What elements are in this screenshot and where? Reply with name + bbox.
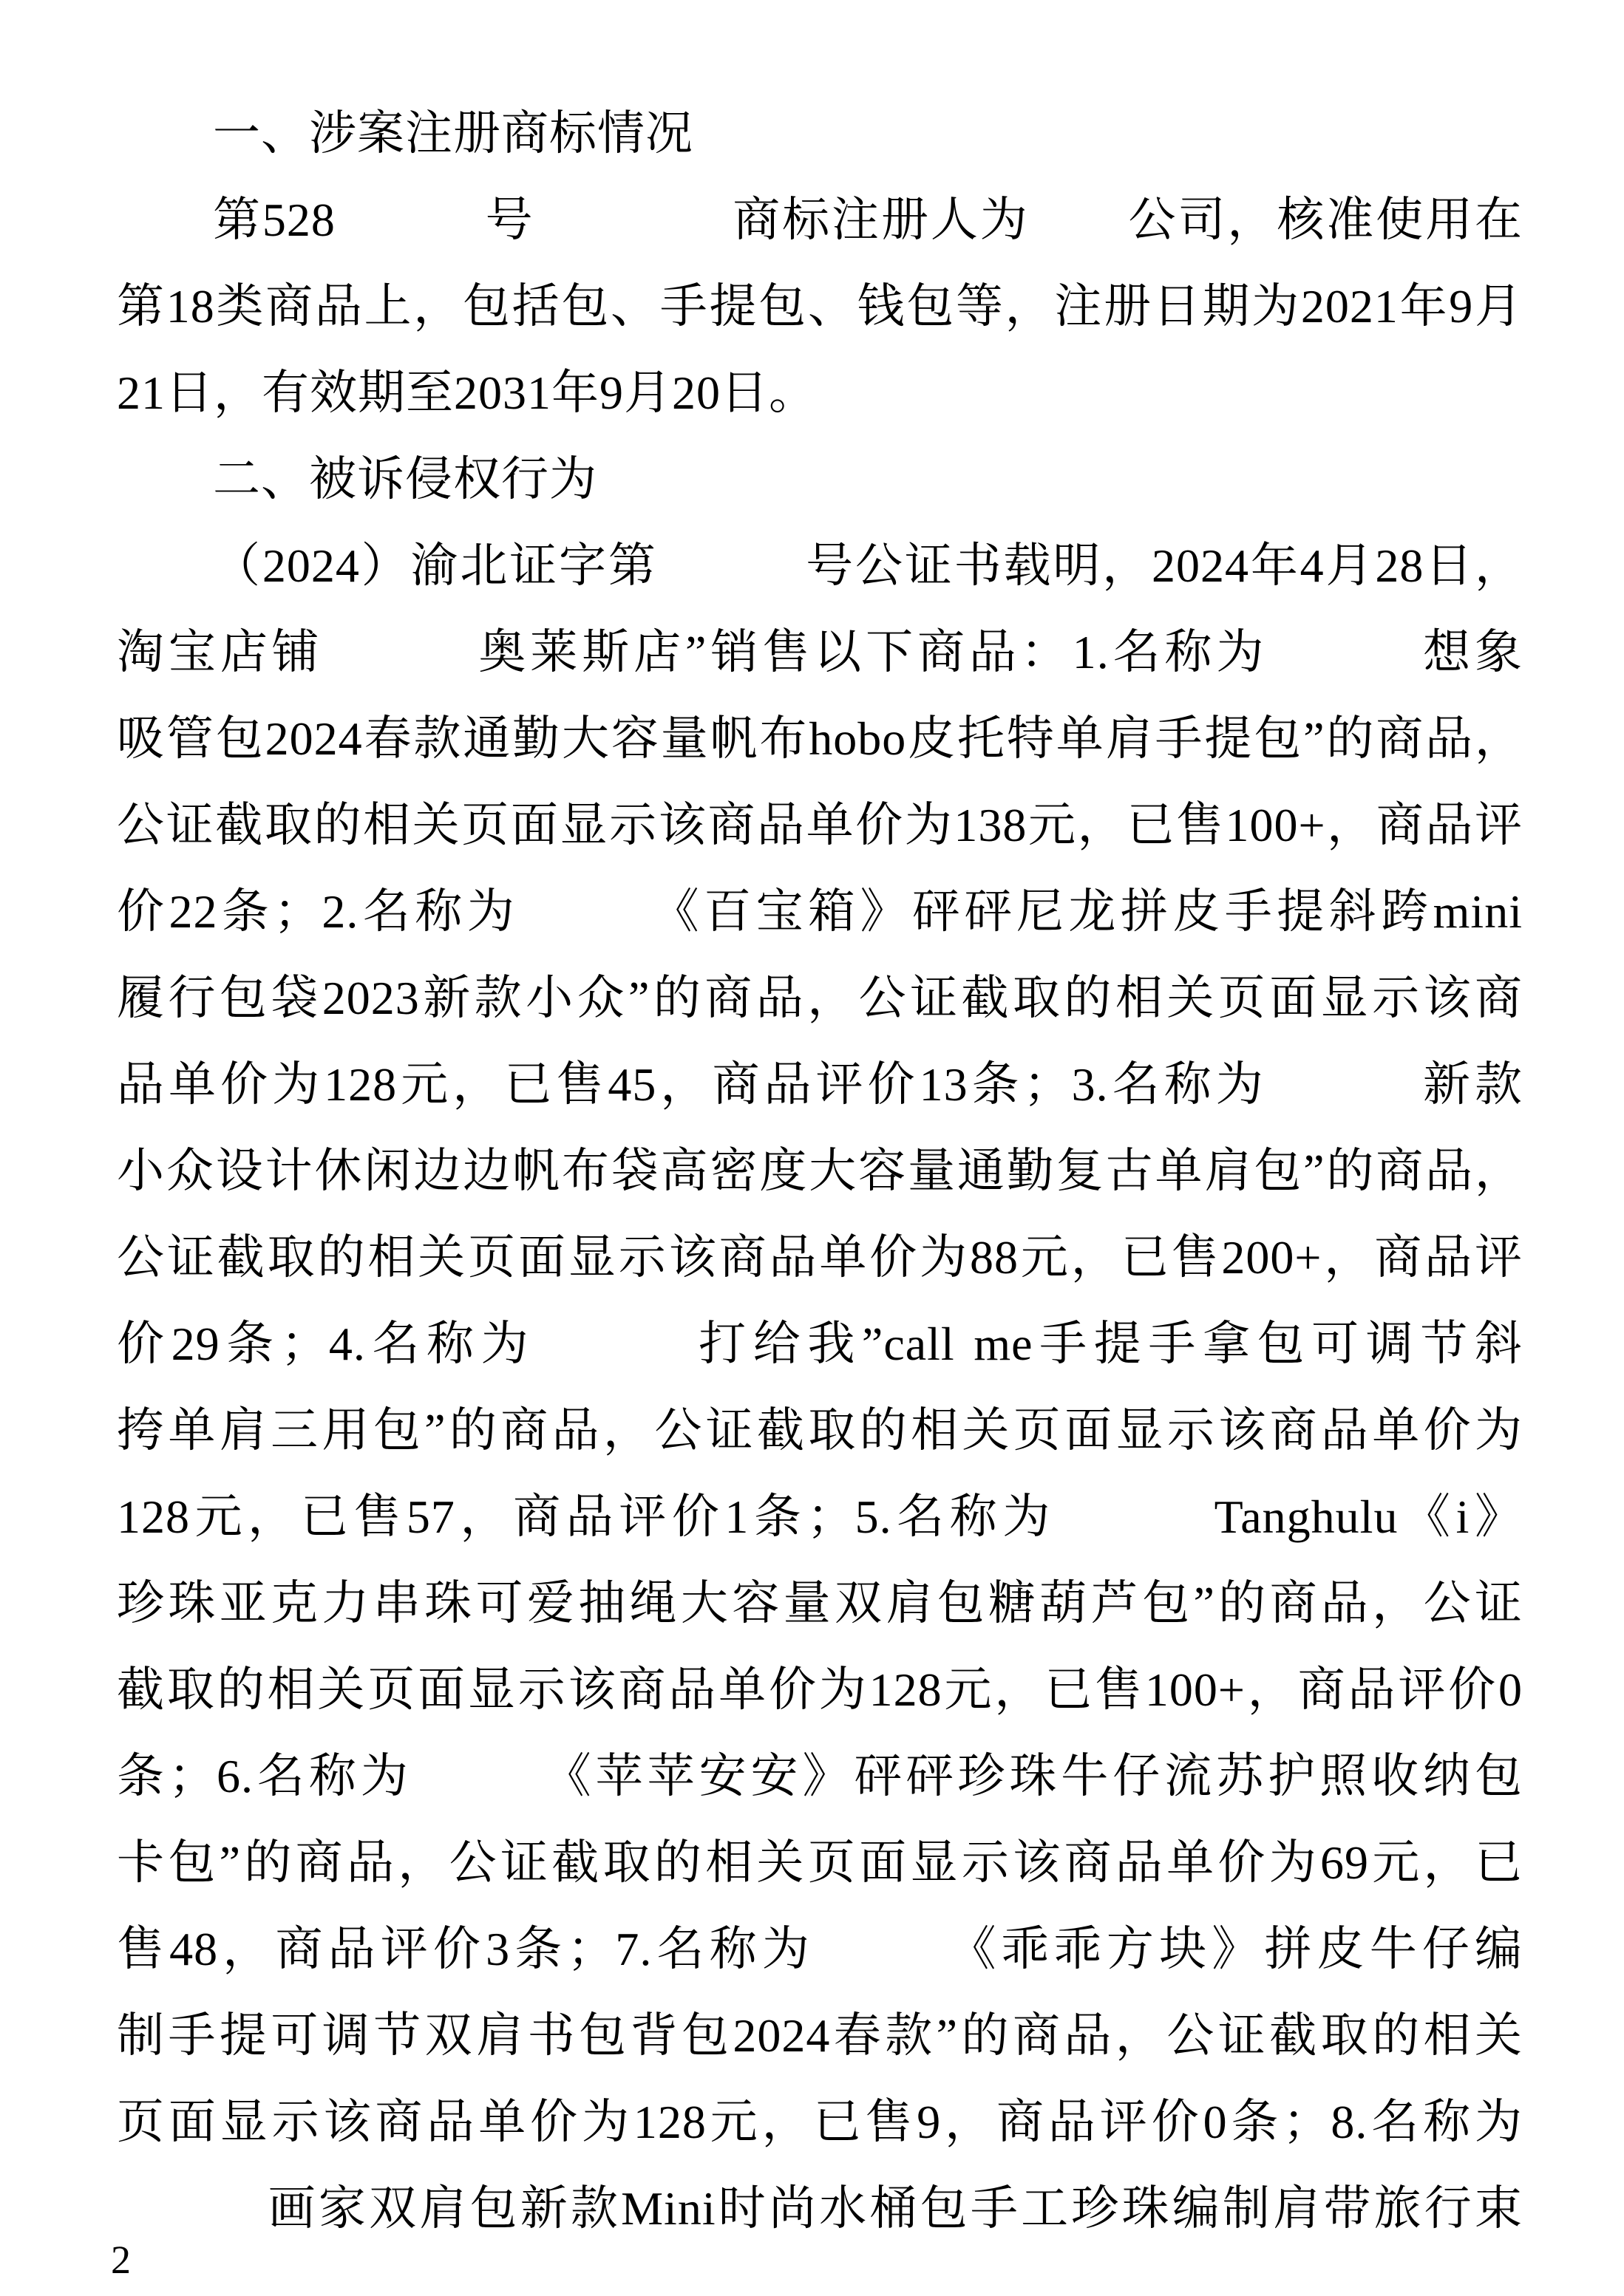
text-line: 公证截取的相关页面显示该商品单价为88元，已售200+，商品评 — [117, 1231, 1523, 1284]
text-line: 页面显示该商品单价为128元，已售9，商品评价0条；8.名称为 — [117, 2096, 1523, 2148]
text-line: 挎单肩三用包”的商品，公证截取的相关页面显示该商品单价为 — [117, 1404, 1523, 1457]
text-line: 21日，有效期至2031年9月20日。 — [117, 367, 817, 419]
page-number: 2 — [111, 2238, 131, 2282]
text-line: 二、被诉侵权行为 — [213, 453, 597, 505]
text-line: 珍珠亚克力串珠可爱抽绳大容量双肩包糖葫芦包”的商品，公证 — [117, 1577, 1523, 1629]
text-line: 公证截取的相关页面显示该商品单价为138元，已售100+，商品评 — [117, 799, 1523, 851]
text-line: 128元，已售57，商品评价1条；5.名称为 Tanghulu《i》 — [117, 1491, 1523, 1543]
text-line: 履行包袋2023新款小众”的商品，公证截取的相关页面显示该商 — [117, 972, 1523, 1024]
text-line: 吸管包2024春款通勤大容量帆布hobo皮托特单肩手提包”的商品， — [117, 712, 1523, 765]
text-line: （2024）渝北证字第 号公证书载明，2024年4月28日， — [213, 539, 1523, 592]
text-line: 价22条；2.名称为 《百宝箱》砰砰尼龙拼皮手提斜跨mini — [117, 885, 1523, 938]
text-line: 品单价为128元，已售45，商品评价13条；3.名称为 新款 — [117, 1058, 1523, 1111]
text-line: 截取的相关页面显示该商品单价为128元，已售100+，商品评价0 — [117, 1663, 1523, 1716]
text-line: 小众设计休闲边边帆布袋高密度大容量通勤复古单肩包”的商品， — [117, 1145, 1523, 1197]
text-line: 售48，商品评价3条；7.名称为 《乖乖方块》拼皮牛仔编 — [117, 1923, 1523, 1975]
text-line: 淘宝店铺 奥莱斯店”销售以下商品：1.名称为 想象 — [117, 626, 1523, 678]
text-line: 第18类商品上，包括包、手提包、钱包等，注册日期为2021年9月 — [117, 280, 1523, 333]
text-line: 价29条；4.名称为 打给我”call me手提手拿包可调节斜 — [117, 1318, 1523, 1370]
document-body — [117, 90, 1523, 2252]
text-line: 制手提可调节双肩书包背包2024春款”的商品，公证截取的相关 — [117, 2009, 1523, 2062]
text-line: 条；6.名称为 《苹苹安安》砰砰珍珠牛仔流苏护照收纳包 — [117, 1750, 1523, 1802]
text-line: 卡包”的商品，公证截取的相关页面显示该商品单价为69元，已 — [117, 1836, 1523, 1889]
text-line: 一、涉案注册商标情况 — [213, 107, 693, 160]
text-line: 第528 号 商标注册人为 公司，核准使用在 — [213, 194, 1523, 246]
text-line: 画家双肩包新款Mini时尚水桶包手工珍珠编制肩带旅行束 — [117, 2182, 1523, 2235]
